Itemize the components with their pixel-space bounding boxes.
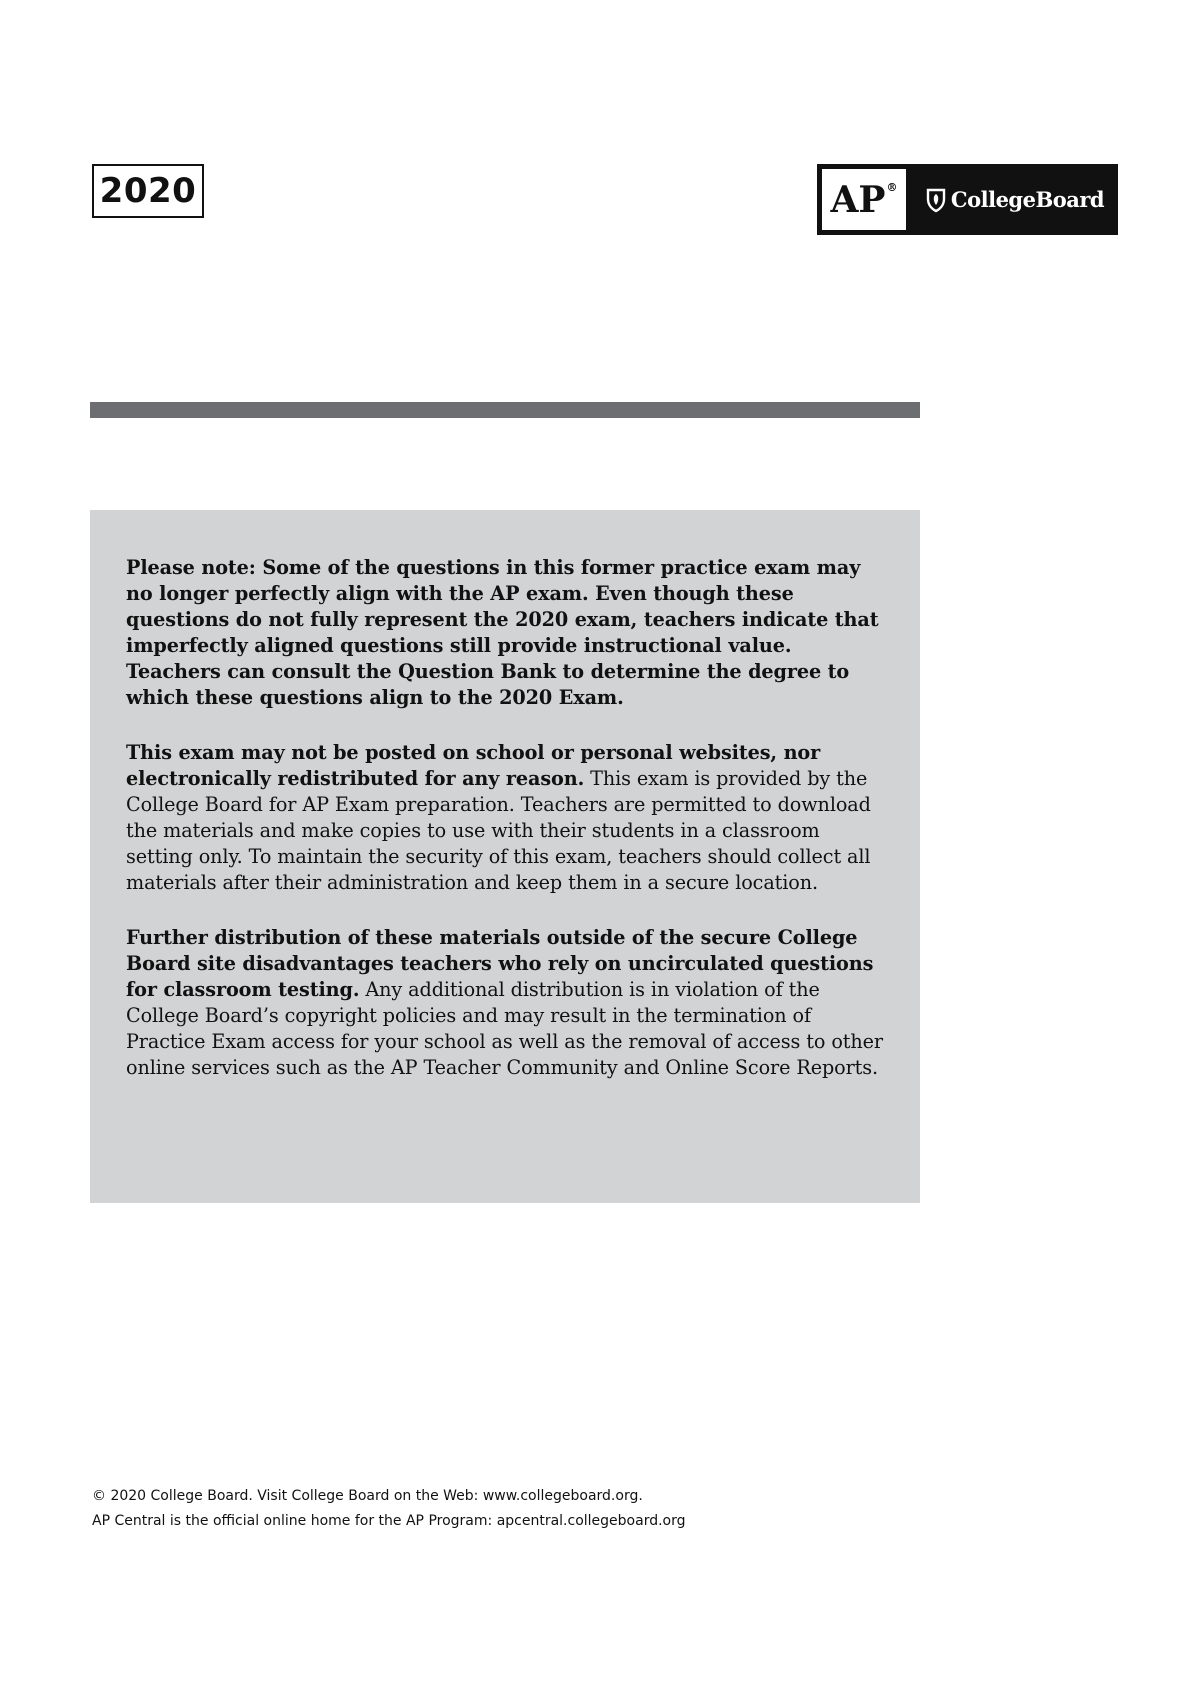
acorn-icon — [925, 187, 947, 213]
notice-paragraph-2 — [126, 740, 884, 896]
ap-logo-text: AP — [830, 178, 886, 221]
notice-p3-text: Any additional distribution is in violation of the College Board’s copyright policies and may result in the termination of Practice Exam access for your school as well as the removal of access to other online services such as the AP Teacher Community and Online Score Reports. — [126, 978, 883, 1079]
registered-mark: ® — [886, 181, 898, 194]
notice-p2-text: This exam is provided by the College Board for AP Exam preparation. Teachers are permitted to download the materials and make copies to use with their students in a classroom setting only. To maintain the security of this exam, teachers should collect all materials after their administration and keep them in a secure location. — [126, 767, 871, 894]
notice-paragraph-1 — [126, 555, 884, 711]
notice-p1-bold: Please note: Some of the questions in this former practice exam may no longer perfectly align with the AP exam. Even though these questions do not fully represent the 2020 exam, teachers indicate that imperfectly aligned questions still provide instructional value. Teachers can consult the Question Bank to determine the degree to which these questions align to the 2020 Exam. — [126, 556, 879, 709]
ap-central-line: AP Central is the official online home for the AP Program: apcentral.collegeboard.org — [92, 1513, 686, 1529]
collegeboard-logo — [911, 164, 1118, 235]
header-rule — [90, 402, 920, 418]
year-label: 2020 — [92, 164, 204, 218]
collegeboard-logo-text: CollegeBoard — [950, 187, 1105, 212]
notice-p2-bold: This exam may not be posted on school or personal websites, nor electronically redistributed for any reason. — [126, 741, 821, 790]
notice-paragraph-3 — [126, 925, 884, 1081]
copyright-line: © 2020 College Board. Visit College Board on the Web: www.collegeboard.org. — [92, 1488, 643, 1504]
ap-collegeboard-logo — [817, 164, 1118, 235]
ap-logo — [822, 169, 906, 230]
notice-p3-bold: Further distribution of these materials outside of the secure College Board site disadvantages teachers who rely on uncirculated questions for classroom testing. — [126, 926, 874, 1001]
notice-box — [90, 510, 920, 1203]
footer — [92, 1484, 686, 1534]
